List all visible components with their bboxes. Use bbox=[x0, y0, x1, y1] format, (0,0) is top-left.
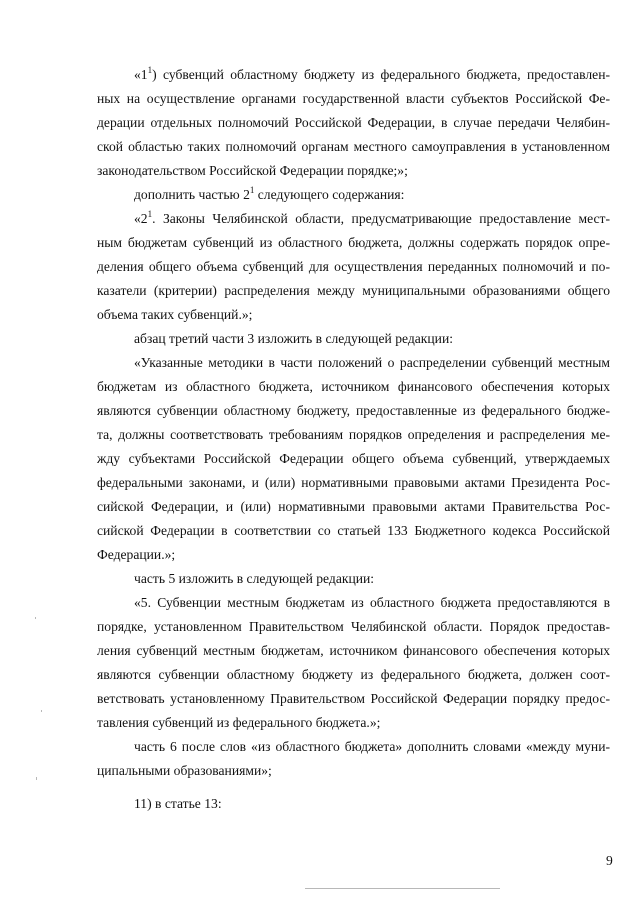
scan-dot bbox=[41, 710, 42, 712]
text-line: федеральными законами, и (или) нормативными правовыми актами Президента Рос- bbox=[97, 475, 610, 490]
text-line: «$2^1$. Законы Челябинской области, предусматривающие предоставление мест- bbox=[134, 209, 610, 226]
text-line: являются субвенции областному бюджету из федерального бюджета, должен соот- bbox=[97, 667, 610, 682]
text-line: Федерации.»; bbox=[97, 547, 176, 562]
text-line: 11) в статье 13: bbox=[134, 796, 222, 811]
scan-line bbox=[305, 888, 500, 889]
text-line: ных на осуществление органами государственной власти субъектов Российской Фе- bbox=[97, 91, 610, 106]
text-line: дерации отдельных полномочий Российской Федерации, в случае передачи Челябин- bbox=[97, 115, 610, 130]
scan-dot bbox=[36, 777, 37, 780]
text-line: «$1^1$) субвенций областному бюджету из федерального бюджета, предоставлен- bbox=[134, 65, 610, 82]
text-line: часть 6 после слов «из областного бюджета» дополнить словами «между муни- bbox=[134, 739, 610, 754]
text-line: порядке, установленном Правительством Челябинской области. Порядок предостав- bbox=[97, 619, 610, 634]
text-line: законодательством Российской Федерации порядке;»; bbox=[97, 163, 408, 178]
text-line: та, должны соответствовать требованиям порядков определения и распределения ме- bbox=[97, 427, 610, 442]
scan-dot bbox=[35, 617, 36, 619]
text-line: ветствовать установленному Правительством Российской Федерации порядку предос- bbox=[97, 691, 610, 706]
text-line: «Указанные методики в части положений о распределении субвенций местным bbox=[134, 355, 610, 370]
text-line: «5. Субвенции местным бюджетам из областного бюджета предоставляются в bbox=[134, 595, 610, 610]
text-line: часть 5 изложить в следующей редакции: bbox=[134, 571, 375, 586]
text-line: деления общего объема субвенций для осуществления переданных полномочий и по- bbox=[97, 259, 610, 274]
text-line: ципальными образованиями»; bbox=[97, 763, 272, 778]
text-line: ления субвенций местным бюджетам, источником финансового обеспечения которых bbox=[97, 643, 610, 658]
text-line: сийской Федерации, и (или) нормативными правовыми актами Правительства Рос- bbox=[97, 499, 610, 514]
text-line: бюджетам из областного бюджета, источником финансового обеспечения которых bbox=[97, 379, 610, 394]
text-line: казатели (критерии) распределения между муниципальными образованиями общего bbox=[97, 283, 610, 298]
text-line: жду субъектами Российской Федерации общего объема субвенций, утверждаемых bbox=[97, 451, 610, 466]
text-line: тавления субвенций из федерального бюджета.»; bbox=[97, 715, 381, 730]
text-line: ской областью таких полномочий органам местного самоуправления в установленном bbox=[97, 139, 610, 154]
text-line: сийской Федерации в соответствии со статьей 133 Бюджетного кодекса Российской bbox=[97, 523, 610, 538]
text-line: дополнить частью $2^1$ следующего содержания: bbox=[134, 185, 405, 202]
text-line: ным бюджетам субвенций из областного бюджета, должны содержать порядок опре- bbox=[97, 235, 610, 250]
text-line: абзац третий части 3 изложить в следующей редакции: bbox=[134, 331, 453, 346]
text-line: объема таких субвенций.»; bbox=[97, 307, 253, 322]
text-line: являются субвенции областному бюджету, предоставленные из федерального бюдже- bbox=[97, 403, 610, 418]
page-number: 9 bbox=[606, 853, 613, 868]
